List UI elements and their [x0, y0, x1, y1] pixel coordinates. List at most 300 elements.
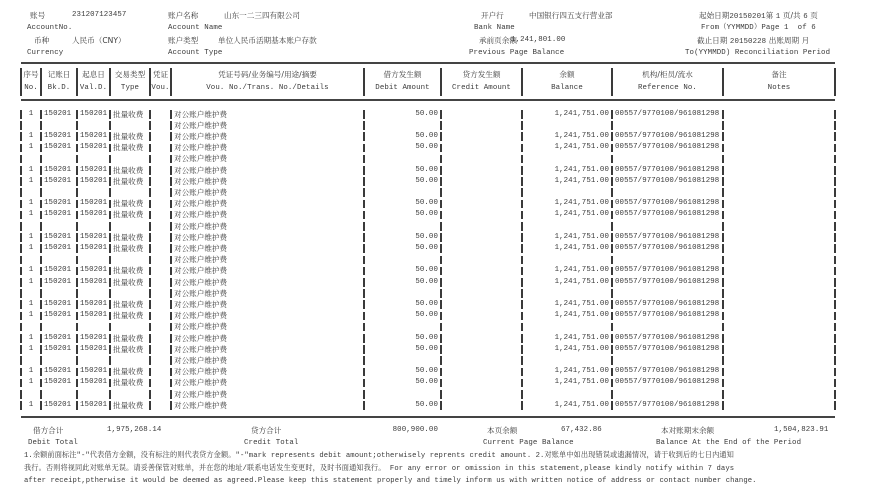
cell-balance: 1,241,751.00: [554, 109, 609, 118]
cell-separator: [363, 334, 365, 343]
cell-separator: [834, 390, 836, 399]
account-name: 山东一二三四有限公司: [224, 11, 300, 20]
cell-balance: 1,241,751.00: [554, 344, 609, 353]
cell-details: 对公账户维护费: [174, 311, 228, 321]
cell-separator: [40, 278, 42, 287]
cell-separator: [611, 110, 613, 119]
cell-separator: [722, 300, 724, 309]
column-header-debit-en: Debit Amount: [375, 84, 430, 92]
cell-no: 1: [28, 210, 34, 219]
cell-ref: 00557/9770100/961081298: [615, 311, 720, 320]
cell-no: 1: [28, 165, 34, 174]
column-header-balance-en: Balance: [551, 84, 583, 92]
cell-separator: [834, 368, 836, 377]
cell-separator: [521, 312, 523, 321]
cell-separator: [109, 278, 111, 287]
cell-separator: [149, 188, 151, 197]
cell-separator: [20, 390, 22, 399]
cell-separator: [20, 256, 22, 265]
cell-debit: 50.00: [415, 210, 438, 219]
cell-separator: [834, 110, 836, 119]
cell-separator: [363, 401, 365, 410]
to-date-label: 截止日期: [697, 36, 728, 45]
cell-separator: [40, 110, 42, 119]
column-header-vou-cn: 凭证: [152, 70, 169, 79]
cell-separator: [170, 312, 172, 321]
cell-bkd: 150201: [44, 344, 72, 353]
cell-balance: 1,241,751.00: [554, 210, 609, 219]
cell-ref: 00557/9770100/961081298: [615, 176, 720, 185]
cell-separator: [40, 188, 42, 197]
cell-separator: [611, 334, 613, 343]
cell-separator: [170, 390, 172, 399]
cell-separator: [170, 334, 172, 343]
cell-type: 批量收费: [113, 311, 144, 321]
cell-separator: [76, 256, 78, 265]
cell-balance: 1,241,751.00: [554, 165, 609, 174]
cell-separator: [363, 323, 365, 332]
cell-vald: 150201: [80, 299, 108, 308]
cell-separator: [440, 244, 442, 253]
cell-details: 对公账户维护费: [174, 187, 228, 197]
cell-details: 对公账户维护费: [174, 299, 228, 309]
currency-label-en: Currency: [27, 49, 64, 57]
cell-separator: [611, 244, 613, 253]
from-date-label: 起始日期: [699, 11, 730, 20]
from-date: 20150201: [729, 13, 766, 21]
cell-debit: 50.00: [415, 131, 438, 140]
cell-bkd: 150201: [44, 266, 72, 275]
cell-separator: [109, 356, 111, 365]
cell-separator: [722, 121, 724, 130]
cell-bkd: 150201: [44, 277, 72, 286]
page-info-en: [701, 25, 816, 32]
cell-separator: [76, 144, 78, 153]
cell-ref: 00557/9770100/961081298: [615, 165, 720, 174]
cell-separator: [440, 323, 442, 332]
cell-separator: [149, 121, 151, 130]
cell-separator: [40, 289, 42, 298]
cell-separator: [149, 289, 151, 298]
cell-separator: [521, 188, 523, 197]
cell-debit: 50.00: [415, 109, 438, 118]
cell-separator: [170, 166, 172, 175]
cell-separator: [170, 256, 172, 265]
cell-separator: [611, 132, 613, 141]
cell-separator: [363, 356, 365, 365]
cell-separator: [440, 166, 442, 175]
cell-separator: [363, 222, 365, 231]
cell-separator: [109, 222, 111, 231]
cell-separator: [40, 200, 42, 209]
cell-separator: [76, 132, 78, 141]
cell-separator: [40, 222, 42, 231]
cell-separator: [109, 233, 111, 242]
cell-separator: [363, 300, 365, 309]
column-header-notes-en: Notes: [767, 84, 791, 92]
cell-separator: [109, 323, 111, 332]
cell-separator: [20, 334, 22, 343]
cell-separator: [40, 121, 42, 130]
cell-separator: [76, 401, 78, 410]
cell-details: 对公账户维护费: [174, 154, 228, 164]
cell-separator: [149, 110, 151, 119]
cell-separator: [170, 132, 172, 141]
cell-separator: [170, 345, 172, 354]
cell-type: 批量收费: [113, 266, 144, 276]
cell-separator: [722, 233, 724, 242]
cell-bkd: 150201: [44, 109, 72, 118]
cell-separator: [40, 390, 42, 399]
cell-separator: [363, 312, 365, 321]
page-of-en: of: [797, 24, 807, 32]
cell-separator: [363, 368, 365, 377]
cell-details: 对公账户维护费: [174, 277, 228, 287]
cell-separator: [834, 356, 836, 365]
cell-separator: [521, 289, 523, 298]
cell-separator: [109, 368, 111, 377]
cell-separator: [363, 121, 365, 130]
cell-no: 1: [28, 109, 34, 118]
header-rule: [21, 62, 835, 64]
cell-separator: [170, 244, 172, 253]
bank-name: 中国银行四五支行营业部: [529, 11, 613, 20]
cell-separator: [76, 211, 78, 220]
cell-separator: [149, 278, 151, 287]
cell-separator: [722, 345, 724, 354]
cell-separator: [521, 233, 523, 242]
cell-separator: [149, 211, 151, 220]
cell-separator: [363, 345, 365, 354]
cell-separator: [76, 323, 78, 332]
column-header-vald-cn: 起息日: [82, 70, 105, 79]
table-bottom-rule: [21, 416, 835, 418]
credit-total: 800,900.00: [392, 426, 438, 434]
cell-no: 1: [28, 176, 34, 185]
cell-separator: [722, 132, 724, 141]
cell-separator: [440, 110, 442, 119]
cell-separator: [40, 356, 42, 365]
cell-separator: [170, 356, 172, 365]
cell-bkd: 150201: [44, 299, 72, 308]
cell-type: 批量收费: [113, 243, 144, 253]
page-number: 1: [775, 13, 781, 21]
cell-separator: [722, 110, 724, 119]
note-line-1: 1.余额前面标注"-"代表借方金额，没有标注的则代表贷方金额。"-"mark represents debit amount;otherwisely reprents credit amount. 2.对账单中如出现错误或遗漏情况，请于收到后的七日内通知: [24, 452, 734, 460]
cell-ref: 00557/9770100/961081298: [615, 210, 720, 219]
cell-bkd: 150201: [44, 165, 72, 174]
column-header-rule: [21, 99, 835, 101]
cell-ref: 00557/9770100/961081298: [615, 232, 720, 241]
cell-balance: 1,241,751.00: [554, 277, 609, 286]
cell-separator: [40, 267, 42, 276]
cell-separator: [611, 323, 613, 332]
cell-details: 对公账户维护费: [174, 143, 228, 153]
cell-vald: 150201: [80, 232, 108, 241]
cell-separator: [521, 121, 523, 130]
cell-type: 批量收费: [113, 131, 144, 141]
cell-separator: [170, 121, 172, 130]
cell-separator: [611, 401, 613, 410]
cell-details: 对公账户维护费: [174, 109, 228, 119]
account-type-label-en: Account Type: [168, 49, 223, 57]
column-header-balance-cn: 余额: [559, 70, 575, 79]
account-no-label: 账号: [30, 11, 46, 20]
cell-separator: [834, 166, 836, 175]
page-of-label: 页/共: [782, 11, 801, 20]
cell-separator: [109, 345, 111, 354]
credit-total-label-en: Credit Total: [244, 439, 299, 447]
period-label: 出账周期: [768, 36, 800, 45]
cell-separator: [76, 188, 78, 197]
cell-separator: [109, 155, 111, 164]
period-end-label-en: Balance At the End of the Period: [656, 439, 802, 447]
cell-separator: [440, 312, 442, 321]
cell-separator: [722, 256, 724, 265]
page-number-en: 1: [784, 24, 789, 32]
cell-bkd: 150201: [44, 143, 72, 152]
cell-separator: [440, 289, 442, 298]
column-header-credit-en: Credit Amount: [452, 84, 511, 92]
cell-separator: [170, 289, 172, 298]
cell-separator: [109, 289, 111, 298]
cell-balance: 1,241,751.00: [554, 131, 609, 140]
cell-separator: [521, 356, 523, 365]
cell-ref: 00557/9770100/961081298: [615, 243, 720, 252]
cell-separator: [170, 222, 172, 231]
cell-separator: [834, 401, 836, 410]
column-separator: [834, 68, 836, 96]
cell-separator: [440, 356, 442, 365]
cell-vald: 150201: [80, 165, 108, 174]
cell-type: 批量收费: [113, 333, 144, 343]
cell-separator: [149, 267, 151, 276]
cell-separator: [363, 166, 365, 175]
cell-vald: 150201: [80, 378, 108, 387]
cell-separator: [76, 121, 78, 130]
cell-separator: [440, 222, 442, 231]
cell-separator: [149, 177, 151, 186]
cell-separator: [440, 256, 442, 265]
cell-details: 对公账户维护费: [174, 367, 228, 377]
cell-separator: [611, 267, 613, 276]
cell-bkd: 150201: [44, 176, 72, 185]
cell-vald: 150201: [80, 243, 108, 252]
cell-separator: [149, 401, 151, 410]
cell-separator: [834, 334, 836, 343]
cell-separator: [834, 177, 836, 186]
cell-type: 批量收费: [113, 165, 144, 175]
cell-separator: [363, 200, 365, 209]
cell-ref: 00557/9770100/961081298: [615, 378, 720, 387]
column-header-vald-en: Val.D.: [79, 84, 108, 92]
cell-separator: [611, 200, 613, 209]
cell-separator: [76, 345, 78, 354]
cell-balance: 1,241,751.00: [554, 378, 609, 387]
cell-debit: 50.00: [415, 367, 438, 376]
cell-separator: [40, 155, 42, 164]
cell-no: 1: [28, 400, 34, 409]
cell-vald: 150201: [80, 311, 108, 320]
cell-no: 1: [28, 311, 34, 320]
cell-separator: [521, 267, 523, 276]
cell-balance: 1,241,751.00: [554, 299, 609, 308]
cell-separator: [20, 233, 22, 242]
currency: 人民币（CNY）: [72, 36, 126, 45]
cell-separator: [76, 110, 78, 119]
cell-debit: 50.00: [415, 378, 438, 387]
cell-debit: 50.00: [415, 143, 438, 152]
cell-balance: 1,241,751.00: [554, 333, 609, 342]
cell-separator: [521, 323, 523, 332]
to-date-label-en: To(YYMMDD) Reconciliation Period: [685, 49, 831, 57]
cell-type: 批量收费: [113, 344, 144, 354]
cell-separator: [170, 155, 172, 164]
cell-separator: [76, 177, 78, 186]
account-no-label-en: AccountNo.: [27, 24, 73, 32]
cell-debit: 50.00: [415, 277, 438, 286]
cell-bkd: 150201: [44, 131, 72, 140]
cell-separator: [834, 379, 836, 388]
cell-vald: 150201: [80, 266, 108, 275]
cell-separator: [834, 144, 836, 153]
cell-separator: [611, 368, 613, 377]
cell-separator: [834, 289, 836, 298]
cell-separator: [611, 121, 613, 130]
cell-separator: [834, 312, 836, 321]
column-header-details-cn: 凭证号码/业务编号/用途/摘要: [218, 70, 317, 79]
cell-separator: [440, 132, 442, 141]
cell-separator: [149, 200, 151, 209]
cell-separator: [20, 323, 22, 332]
cell-details: 对公账户维护费: [174, 266, 228, 276]
cell-separator: [722, 289, 724, 298]
cell-balance: 1,241,751.00: [554, 367, 609, 376]
column-header-no-cn: 序号: [23, 70, 39, 79]
cell-separator: [611, 390, 613, 399]
cell-separator: [20, 188, 22, 197]
to-date-info: [697, 37, 809, 46]
cell-debit: 50.00: [415, 344, 438, 353]
cell-separator: [40, 132, 42, 141]
cell-bkd: 150201: [44, 311, 72, 320]
cell-type: 批量收费: [113, 143, 144, 153]
cell-separator: [521, 368, 523, 377]
cell-no: 1: [28, 266, 34, 275]
cell-type: 批量收费: [113, 378, 144, 388]
cell-separator: [363, 244, 365, 253]
cell-separator: [20, 132, 22, 141]
cell-details: 对公账户维护费: [174, 131, 228, 141]
cell-separator: [834, 278, 836, 287]
cell-type: 批量收费: [113, 199, 144, 209]
period-end-label: 本对账期末余额: [661, 426, 715, 435]
from-label-en: From（YYMMDD）Page: [701, 24, 780, 32]
cell-separator: [109, 110, 111, 119]
cell-separator: [76, 368, 78, 377]
cell-no: 1: [28, 378, 34, 387]
cell-bkd: 150201: [44, 378, 72, 387]
cell-details: 对公账户维护费: [174, 355, 228, 365]
cell-separator: [109, 267, 111, 276]
cell-separator: [722, 144, 724, 153]
cell-separator: [722, 188, 724, 197]
cell-separator: [722, 356, 724, 365]
cell-debit: 50.00: [415, 266, 438, 275]
cell-separator: [109, 177, 111, 186]
cell-vald: 150201: [80, 176, 108, 185]
cell-separator: [40, 211, 42, 220]
cell-separator: [834, 200, 836, 209]
cell-separator: [149, 222, 151, 231]
cell-separator: [20, 379, 22, 388]
cell-separator: [611, 155, 613, 164]
cell-separator: [363, 256, 365, 265]
cell-separator: [149, 132, 151, 141]
cell-separator: [109, 211, 111, 220]
page-label: 第: [765, 11, 774, 20]
cell-separator: [149, 345, 151, 354]
cell-separator: [20, 211, 22, 220]
currency-label: 币种: [34, 36, 50, 45]
cell-debit: 50.00: [415, 243, 438, 252]
cell-details: 对公账户维护费: [174, 232, 228, 242]
cell-bkd: 150201: [44, 333, 72, 342]
cell-separator: [722, 379, 724, 388]
cell-separator: [834, 188, 836, 197]
column-header-type-en: Type: [120, 84, 140, 92]
cell-ref: 00557/9770100/961081298: [615, 199, 720, 208]
cell-balance: 1,241,751.00: [554, 311, 609, 320]
cell-no: 1: [28, 344, 34, 353]
cell-separator: [149, 256, 151, 265]
cell-separator: [40, 334, 42, 343]
cell-separator: [722, 334, 724, 343]
cell-details: 对公账户维护费: [174, 400, 228, 410]
cell-separator: [440, 278, 442, 287]
cell-separator: [722, 244, 724, 253]
cell-separator: [149, 323, 151, 332]
cell-separator: [149, 312, 151, 321]
cell-separator: [722, 312, 724, 321]
cell-separator: [834, 256, 836, 265]
account-name-label-en: Account Name: [168, 24, 223, 32]
column-header-details-en: Vou. No./Trans. No./Details: [206, 84, 329, 92]
cell-separator: [40, 166, 42, 175]
cell-separator: [76, 356, 78, 365]
cell-balance: 1,241,751.00: [554, 232, 609, 241]
cell-no: 1: [28, 131, 34, 140]
cell-separator: [109, 244, 111, 253]
cell-separator: [363, 110, 365, 119]
cell-separator: [109, 144, 111, 153]
column-header-bkd-en: Bk.D.: [47, 84, 71, 92]
cell-separator: [521, 345, 523, 354]
cell-separator: [170, 323, 172, 332]
column-header-ref-en: Reference No.: [638, 84, 697, 92]
cell-separator: [440, 188, 442, 197]
cell-separator: [20, 222, 22, 231]
cell-balance: 1,241,751.00: [554, 176, 609, 185]
cell-separator: [611, 233, 613, 242]
cell-type: 批量收费: [113, 109, 144, 119]
cell-details: 对公账户维护费: [174, 389, 228, 399]
cell-separator: [109, 379, 111, 388]
page-info-cn: [699, 12, 818, 21]
cell-separator: [149, 233, 151, 242]
column-header-vou-en: Vou.: [151, 84, 170, 92]
cell-separator: [440, 390, 442, 399]
